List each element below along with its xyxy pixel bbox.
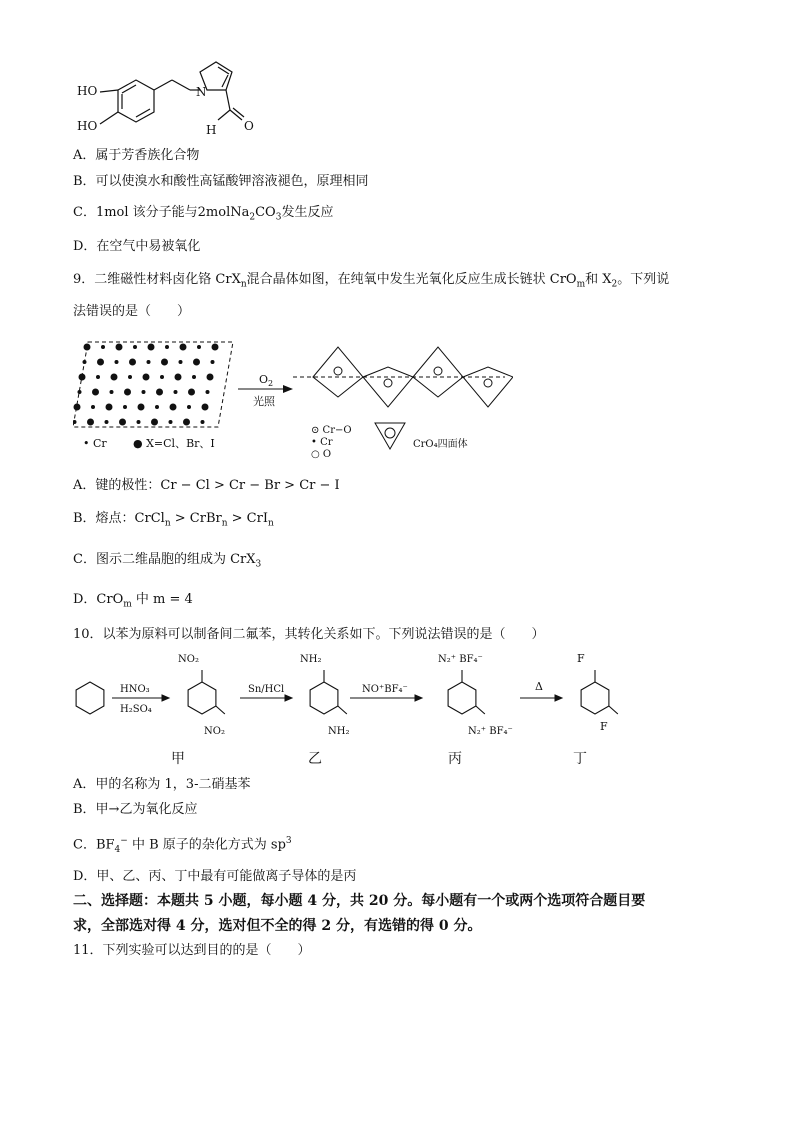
benzene-ring [76,682,104,714]
lattice-dot [111,374,118,381]
lattice-dot [137,420,141,424]
lattice-dot [128,375,132,379]
cr-center [484,379,492,387]
lattice-dot [180,344,187,351]
lattice-dot [206,390,210,394]
section-2-line2: 求，全部选对得 4 分，选对但不全的得 2 分，有选错的得 0 分。 [73,918,482,934]
benzene-ring [188,682,216,714]
lattice-dot [179,360,183,364]
substituent-bond [338,706,347,714]
lattice-dot [123,405,127,409]
lattice-dot [138,404,145,411]
lattice-dot [156,389,163,396]
q10-stem: 10．以苯为原料可以制备间二氟苯，其转化关系如下。下列说法错误的是（ ） [73,627,545,642]
lattice-dot [155,405,159,409]
sub-nh2-a: NH₂ [300,654,322,665]
q8-option-c: C．1mol 该分子能与$2molNa_2CO_3$发生反应 [73,205,334,223]
legend-cr2: • Cr [311,437,333,448]
arrow-bottom-label: 光照 [253,395,275,408]
lattice-dot [73,420,77,424]
lattice-dot [133,345,137,349]
benzene-ring [581,682,609,714]
sub-nh2-b: NH₂ [328,726,350,737]
lattice-dot [105,420,109,424]
q8-option-a: A．属于芳香族化合物 [73,148,200,163]
lattice-dot [160,375,164,379]
reagent-heat: Δ [535,680,543,693]
ho-label-1: HO [77,84,98,98]
lattice-dot [106,404,113,411]
tetra-label: CrO₄四面体 [413,439,468,450]
lattice-dot [101,345,105,349]
q9-option-a: A．键的极性：Cr − Cl > Cr − Br > Cr − I [73,478,340,493]
q9-crystal-figure [73,337,513,462]
q10-option-a: A．甲的名称为 1，3-二硝基苯 [73,777,251,792]
lattice-dot [207,374,214,381]
sub-n2-b: N₂⁺ BF₄⁻ [468,726,513,737]
ho-label-2: HO [77,119,98,133]
substituent-bond [609,706,618,714]
lattice-dot [183,419,190,426]
lattice-dot [169,420,173,424]
q8-molecule-structure [70,58,270,143]
q10-option-c: C．$BF_4^-$ 中 B 原子的杂化方式为 $sp^3$ [73,836,292,855]
lattice-dot [74,404,81,411]
sub-no2-a: NO₂ [178,654,199,665]
legend-x: ● X=Cl、Br、I [133,437,215,450]
q10-option-b: B．甲→乙为氧化反应 [73,802,198,817]
sub-f-2: F [600,720,608,733]
q10-option-d: D．甲、乙、丙、丁中最有可能做离子导体的是丙 [73,869,357,884]
lattice-dot [212,344,219,351]
section-2-line1: 二、选择题：本题共 5 小题，每小题 4 分，共 20 分。每小题有一个或两个选项符合题目要 [73,893,646,909]
q9-option-b: B．熔点：CrCl$_n$ > CrBr$_n$ > CrI$_n$ [73,511,274,529]
q8-option-d: D．在空气中易被氧化 [73,239,201,254]
lattice-dot [151,419,158,426]
cr-center [334,367,342,375]
lattice-dot [188,389,195,396]
lattice-dot [161,359,168,366]
lattice-dot [124,389,131,396]
q10-reaction-scheme [70,650,630,750]
lattice-dot [187,405,191,409]
lattice-dot [115,360,119,364]
q9-stem-line1: 9．二维磁性材料卤化铬 CrX$_n$混合晶体如图，在纯氧中发生光氧化反应生成长链状 CrO$_m$和 $X_2$。下列说 [73,272,670,290]
lattice-dot [87,419,94,426]
cr-center [434,367,442,375]
arrow-top-label: $O_2$ [259,373,274,388]
tetrahedron [313,347,363,397]
reagent-h2so4: H₂SO₄ [120,704,152,715]
lattice-dot [148,344,155,351]
reagent-hno3: HNO₃ [120,684,150,695]
legend-cr: • Cr [83,437,107,450]
caption-jia: 甲 [171,751,185,767]
n-label: N [196,85,207,99]
tetrahedron [413,347,463,397]
q9-option-c: C．图示二维晶胞的组成为 CrX$_3$ [73,552,262,570]
lattice-dot [192,375,196,379]
benzene-ring [310,682,338,714]
lattice-dot [129,359,136,366]
lattice-dot [91,405,95,409]
lattice-dot [143,374,150,381]
reagent-sn-hcl: Sn/HCl [248,684,285,695]
lattice-dot [175,374,182,381]
lattice-dot [97,359,104,366]
substituent-bond [476,706,485,714]
lattice-dots [73,344,219,426]
lattice-dot [119,419,126,426]
benzene-ring [448,682,476,714]
lattice-dot [142,390,146,394]
legend-cr-o: ⊙ Cr−O [311,425,352,436]
lattice-dot [165,345,169,349]
lattice-dot [170,404,177,411]
caption-yi: 乙 [308,751,322,767]
lattice-dot [92,389,99,396]
lattice-dot [78,390,82,394]
lattice-dot [79,374,86,381]
caption-ding: 丁 [573,751,587,767]
lattice-dot [197,345,201,349]
lattice-dot [83,360,87,364]
reagent-nobf4: NO⁺BF₄⁻ [362,684,408,695]
sub-n2-a: N₂⁺ BF₄⁻ [438,654,483,665]
q8-option-b: B．可以使溴水和酸性高锰酸钾溶液褪色，原理相同 [73,174,369,189]
cr-center [384,379,392,387]
sub-no2-b: NO₂ [204,726,225,737]
lattice-dot [193,359,200,366]
lattice-dot [110,390,114,394]
o-label: O [244,119,254,133]
lattice-dot [201,420,205,424]
sub-f-1: F [577,652,585,665]
lattice-dot [211,360,215,364]
lattice-dot [96,375,100,379]
h-label: H [206,123,217,137]
lattice-dot [116,344,123,351]
caption-bing: 丙 [448,751,462,767]
lattice-dot [174,390,178,394]
lattice-dot [202,404,209,411]
substituent-bond [216,706,225,714]
lattice-dot [84,344,91,351]
lattice-dot [147,360,151,364]
q9-option-d: D．CrO$_m$ 中 m = 4 [73,592,193,610]
q9-stem-line2: 法错误的是（ ） [73,304,191,319]
q11-stem: 11．下列实验可以达到目的的是（ ） [73,943,311,958]
legend-o: ○ O [311,449,332,460]
